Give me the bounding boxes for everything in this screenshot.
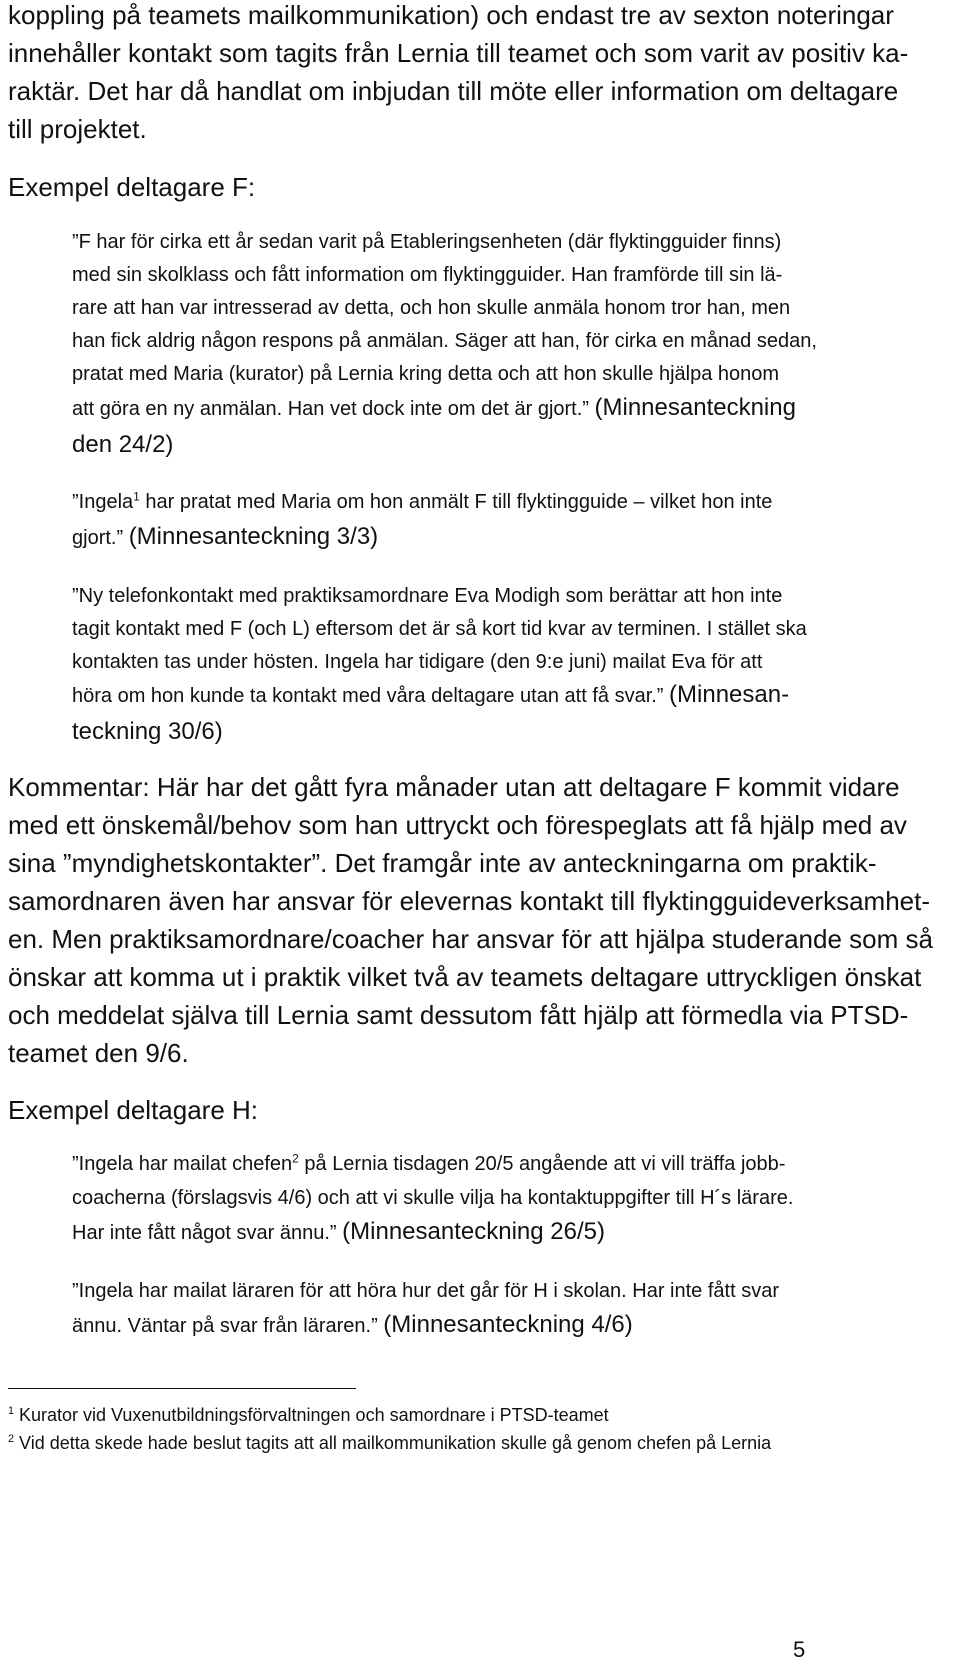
footnote-text: Vid detta skede hade beslut tagits att all mailkommunikation skulle gå genom chefen på Lernia	[14, 1433, 772, 1453]
note-reference: den 24/2)	[72, 431, 174, 458]
intro-line: innehåller kontakt som tagits från Lernia till teamet och som varit av positiv ka-	[8, 38, 909, 68]
note-reference: (Minnesanteckning 3/3)	[128, 523, 379, 550]
comment-line: sina ”myndighetskontakter”. Det framgår inte av anteckningarna om praktik-	[8, 848, 877, 878]
example-f-heading: Exempel deltagare F:	[8, 172, 256, 202]
intro-line: raktär. Det har då handlat om inbjudan till möte eller information om deltagare	[8, 76, 899, 106]
footnote-ref: 2	[292, 1151, 299, 1166]
comment-line: en. Men praktiksamordnare/coacher har ansvar för att hjälpa studerande som så	[8, 924, 933, 954]
quote-text: Har inte fått något svar ännu.”	[72, 1222, 337, 1244]
quote-line: ”Ingela har mailat läraren för att höra hur det går för H i skolan. Har inte fått svar	[72, 1280, 779, 1302]
comment-line: med ett önskemål/behov som han uttryckt och förespeglats att få hjälp med av	[8, 810, 907, 840]
footnote-number: 2	[8, 1433, 15, 1445]
quote-line	[72, 1220, 605, 1245]
intro-line: till projektet.	[8, 114, 147, 144]
quote-line: rare att han var intresserad av detta, och hon skulle anmäla honom tror han, men	[72, 297, 791, 319]
quote-line: tagit kontakt med F (och L) eftersom det är så kort tid kvar av terminen. I stället ska	[72, 618, 807, 640]
footnote-2	[8, 1432, 771, 1454]
footnote-divider	[8, 1388, 356, 1389]
quote-line	[72, 683, 789, 708]
quote-line: ”Ny telefonkontakt med praktiksamordnare Eva Modigh som berättar att hon inte	[72, 585, 783, 607]
comment-line: önskar att komma ut i praktik vilket två av teamets deltagare uttryckligen önskat	[8, 962, 922, 992]
quote-line: med sin skolklass och fått information om flyktingguider. Han framförde till sin lä-	[72, 264, 783, 286]
note-reference: (Minnesanteckning 4/6)	[383, 1311, 633, 1338]
footnote-text: Kurator vid Vuxenutbildningsförvaltningen och samordnare i PTSD-teamet	[14, 1405, 609, 1425]
intro-line: koppling på teamets mailkommunikation) och endast tre av sexton noteringar	[8, 0, 894, 30]
comment-line: och meddelat själva till Lernia samt dessutom fått hjälp att förmedla via PTSD-	[8, 1000, 909, 1030]
quote-text: höra om hon kunde ta kontakt med våra deltagare utan att få svar.”	[72, 685, 664, 707]
quote-line	[72, 490, 772, 514]
quote-text: ”Ingela har mailat chefen	[72, 1153, 293, 1175]
quote-line	[72, 1313, 633, 1338]
quote-line: ”F har för cirka ett år sedan varit på Etableringsenheten (där flyktingguider finns)	[72, 231, 782, 253]
page-number: 5	[793, 1637, 806, 1662]
quote-text: att göra en ny anmälan. Han vet dock inte om det är gjort.”	[72, 398, 589, 420]
note-reference: (Minnesanteckning 26/5)	[342, 1218, 605, 1245]
footnote-1	[8, 1404, 609, 1426]
quote-line: coacherna (förslagsvis 4/6) och att vi skulle vilja ha kontaktuppgifter till H´s lärare.	[72, 1187, 794, 1209]
note-reference: (Minnesan-	[669, 681, 790, 708]
comment-line: samordnaren även har ansvar för elevernas kontakt till flyktingguideverksamhet-	[8, 886, 931, 916]
quote-text: på Lernia tisdagen 20/5 angående att vi vill träffa jobb-	[298, 1153, 786, 1175]
footnote-number: 1	[8, 1405, 15, 1417]
quote-text: ännu. Väntar på svar från läraren.”	[72, 1315, 378, 1337]
quote-line	[72, 1152, 785, 1176]
quote-text: ”Ingela	[72, 491, 134, 513]
quote-line: pratat med Maria (kurator) på Lernia kring detta och att hon skulle hjälpa honom	[72, 363, 780, 385]
quote-line: han fick aldrig någon respons på anmälan. Säger att han, för cirka en månad sedan,	[72, 330, 817, 352]
note-reference: (Minnesanteckning	[594, 394, 796, 421]
footnote-ref: 1	[133, 489, 140, 504]
quote-line	[72, 396, 796, 421]
example-h-heading: Exempel deltagare H:	[8, 1095, 259, 1125]
note-reference: teckning 30/6)	[72, 718, 223, 745]
quote-text: gjort.”	[72, 527, 124, 549]
comment-line: teamet den 9/6.	[8, 1038, 189, 1068]
quote-line: kontakten tas under hösten. Ingela har tidigare (den 9:e juni) mailat Eva för att	[72, 651, 763, 673]
comment-line: Kommentar: Här har det gått fyra månader utan att deltagare F kommit vidare	[8, 772, 900, 802]
quote-line	[72, 525, 378, 550]
quote-text: har pratat med Maria om hon anmält F till flyktingguide – vilket hon inte	[139, 491, 773, 513]
